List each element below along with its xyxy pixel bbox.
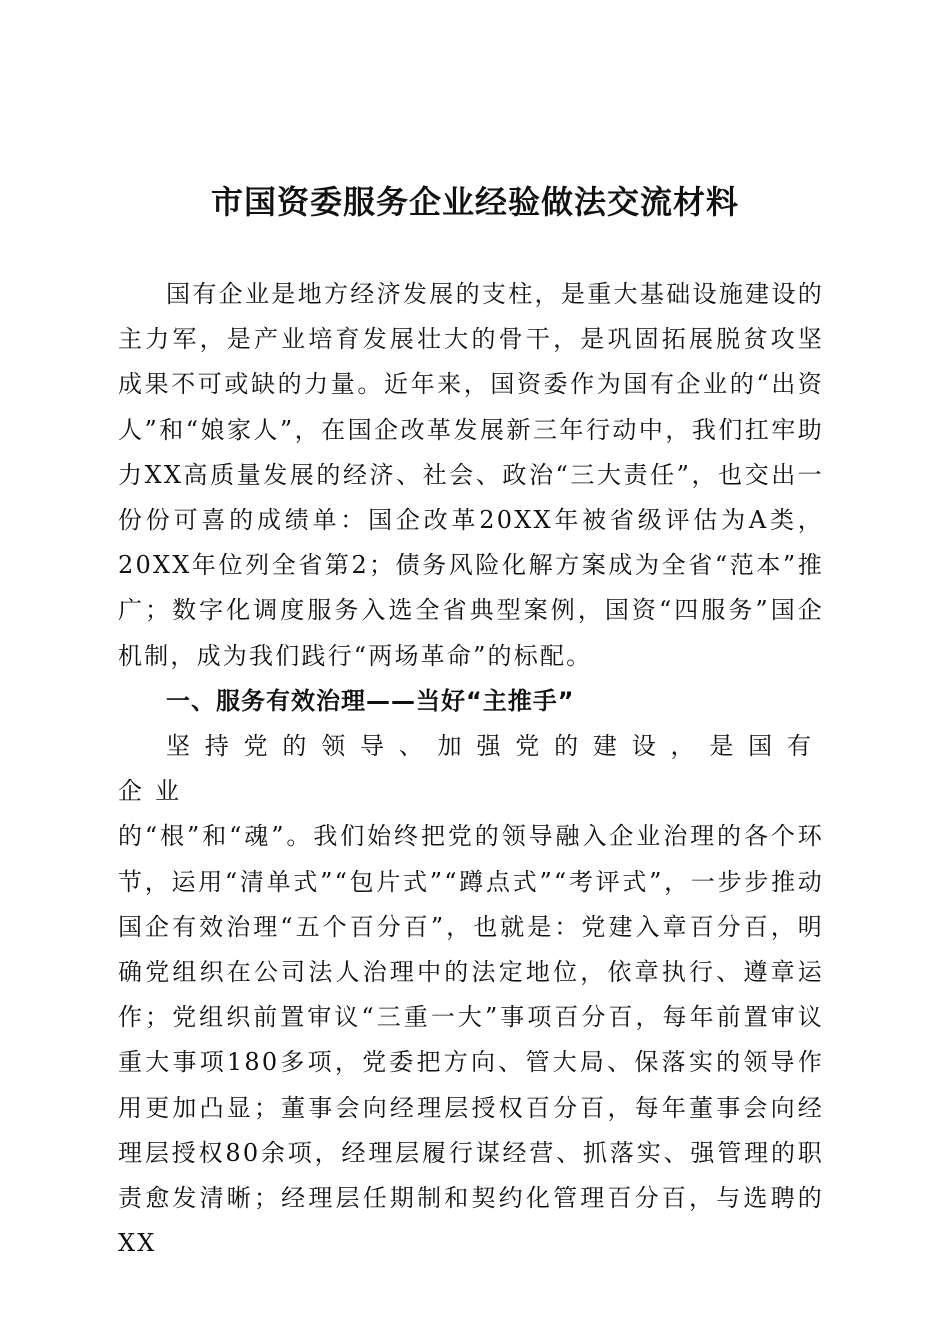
document-body [118, 272, 824, 1266]
section-1-paragraph: 的“根”和“魂”。我们始终把党的领导融入企业治理的各个环节，运用“清单式”“包片式”“蹲点式”“考评式”，一步步推动国企有效治理“五个百分百”，也就是：党建入章百分百，明确党组织在公司法人治理中的法定地位，依章执行、遵章运作；党组织前置审议“三重一大”事项百分百，每年前置审议重大事项180多项，党委把方向、管大局、保落实的领导作用更加凸显；董事会向经理层授权百分百，每年董事会向经理层授权80余项，经理层履行谋经营、抓落实、强管理的职责愈发清晰；经理层任期制和契约化管理百分百，与选聘的XX [118, 822, 824, 1258]
document-title: 市国资委服务企业经验做法交流材料 [210, 183, 739, 221]
section-heading-1: 一、服务有效治理——当好“主推手” [166, 686, 575, 715]
intro-paragraph: 国有企业是地方经济发展的支柱，是重大基础设施建设的主力军，是产业培育发展壮大的骨干，是巩固拓展脱贫攻坚成果不可或缺的力量。近年来，国资委作为国有企业的“出资人”和“娘家人”，在国企改革发展新三年行动中，我们扛牢助力XX高质量发展的经济、社会、政治“三大责任”，也交出一份份可喜的成绩单：国企改革20XX年被省级评估为A类，20XX年位列全省第2；债务风险化解方案成为全省“范本”推广；数字化调度服务入选全省典型案例，国资“四服务”国企机制，成为我们践行“两场革命”的标配。 [118, 280, 824, 670]
section-1-first-line: 坚持党的领导、加强党的建设，是国有企业 [118, 732, 824, 806]
